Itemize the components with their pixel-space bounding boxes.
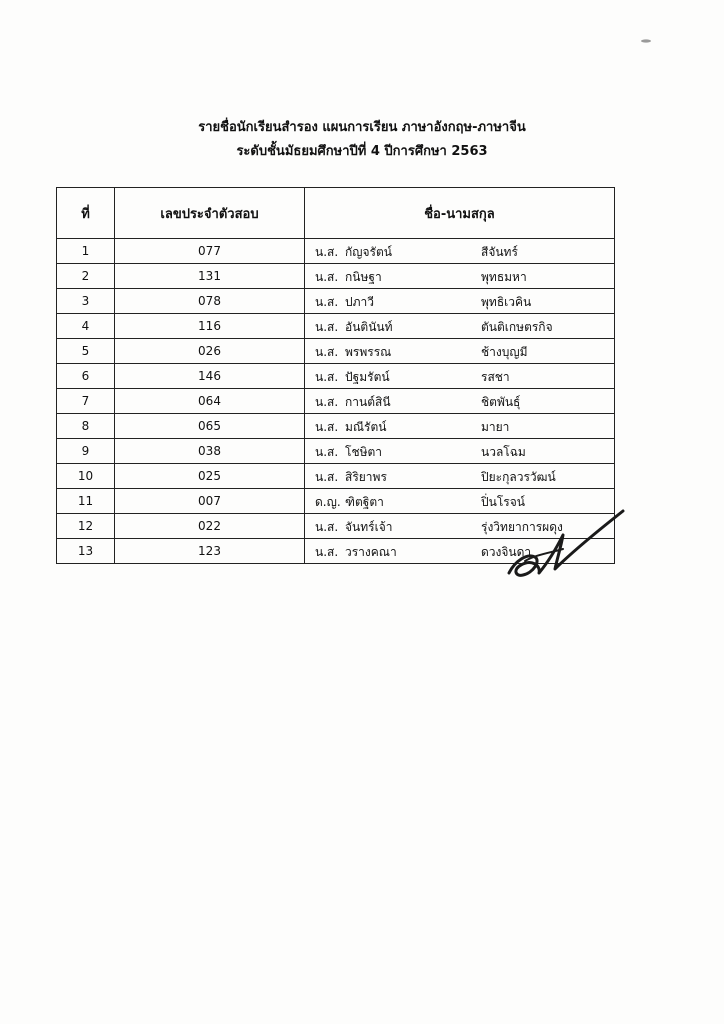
name-prefix: น.ส.	[315, 345, 339, 359]
surname: ดวงจินดา	[481, 545, 532, 559]
exam-id: 077	[115, 239, 305, 264]
surname: ปิยะกุลวรวัฒน์	[481, 470, 556, 484]
given-name: สิริยาพร	[345, 470, 387, 484]
exam-id: 065	[115, 414, 305, 439]
table-row	[57, 414, 615, 439]
given-name: มณีรัตน์	[345, 420, 387, 434]
row-number: 13	[57, 539, 115, 564]
surname: ช้างบุญมี	[481, 345, 528, 359]
name-prefix: น.ส.	[315, 420, 339, 434]
given-name: กัญจรัตน์	[345, 245, 392, 259]
table-row	[57, 239, 615, 264]
exam-id: 131	[115, 264, 305, 289]
name-prefix: น.ส.	[315, 470, 339, 484]
given-name: กานต์สินี	[345, 395, 391, 409]
exam-id: 007	[115, 489, 305, 514]
exam-id: 064	[115, 389, 305, 414]
scan-speck-icon	[640, 38, 652, 44]
table-row	[57, 339, 615, 364]
name-prefix: น.ส.	[315, 545, 339, 559]
exam-id: 146	[115, 364, 305, 389]
student-name	[305, 464, 615, 489]
surname: สีจันทร์	[481, 245, 518, 259]
name-prefix: น.ส.	[315, 245, 339, 259]
table-row	[57, 289, 615, 314]
handwritten-signature-icon	[505, 495, 627, 585]
row-number: 2	[57, 264, 115, 289]
exam-id: 078	[115, 289, 305, 314]
student-name	[305, 289, 615, 314]
name-prefix: น.ส.	[315, 320, 339, 334]
surname: ชิตพันธุ์	[481, 395, 521, 409]
exam-id: 022	[115, 514, 305, 539]
row-number: 8	[57, 414, 115, 439]
name-prefix: น.ส.	[315, 395, 339, 409]
student-name	[305, 239, 615, 264]
header-full-name: ชื่อ-นามสกุล	[305, 188, 615, 239]
given-name: โชษิตา	[345, 445, 383, 459]
surname: พุทธิเวคิน	[481, 295, 532, 309]
given-name: พรพรรณ	[345, 345, 392, 359]
exam-id: 038	[115, 439, 305, 464]
row-number: 3	[57, 289, 115, 314]
row-number: 4	[57, 314, 115, 339]
given-name: ปภาวี	[345, 295, 375, 309]
table-row	[57, 314, 615, 339]
exam-id: 025	[115, 464, 305, 489]
name-prefix: น.ส.	[315, 270, 339, 284]
header-exam-id: เลขประจำตัวสอบ	[115, 188, 305, 239]
surname: นวลโฉม	[481, 445, 526, 459]
student-name	[305, 414, 615, 439]
table-row	[57, 364, 615, 389]
row-number: 9	[57, 439, 115, 464]
given-name: กนิษฐา	[345, 270, 382, 284]
exam-id: 026	[115, 339, 305, 364]
heading-line-2: ระดับชั้นมัธยมศึกษาปีที่ 4 ปีการศึกษา 2563	[236, 144, 488, 159]
student-name	[305, 439, 615, 464]
exam-id: 123	[115, 539, 305, 564]
student-name	[305, 339, 615, 364]
given-name: จันทร์เจ้า	[345, 520, 393, 534]
heading-line-1: รายชื่อนักเรียนสำรอง แผนการเรียน ภาษาอังกฤษ-ภาษาจีน	[198, 120, 526, 135]
table-row	[57, 389, 615, 414]
student-name	[305, 314, 615, 339]
given-name: วรางคณา	[345, 545, 397, 559]
row-number: 6	[57, 364, 115, 389]
surname: มายา	[481, 420, 510, 434]
student-name	[305, 364, 615, 389]
surname: รสชา	[481, 370, 510, 384]
surname: พุทธมหา	[481, 270, 527, 284]
name-prefix: น.ส.	[315, 370, 339, 384]
exam-id: 116	[115, 314, 305, 339]
table-row	[57, 439, 615, 464]
name-prefix: น.ส.	[315, 520, 339, 534]
header-number: ที่	[57, 188, 115, 239]
given-name: ฑิตฐิตา	[345, 495, 384, 509]
surname: ปิ่นโรจน์	[481, 495, 525, 509]
table-header-row	[57, 188, 615, 239]
row-number: 12	[57, 514, 115, 539]
row-number: 10	[57, 464, 115, 489]
given-name: ปัฐมรัตน์	[345, 370, 390, 384]
name-prefix: ด.ญ.	[315, 495, 341, 509]
name-prefix: น.ส.	[315, 445, 339, 459]
name-prefix: น.ส.	[315, 295, 339, 309]
document-heading	[0, 116, 724, 164]
given-name: อันตินันท์	[345, 320, 393, 334]
student-name	[305, 264, 615, 289]
row-number: 11	[57, 489, 115, 514]
row-number: 5	[57, 339, 115, 364]
student-name	[305, 389, 615, 414]
surname: รุ่งวิทยาการผดุง	[481, 520, 563, 534]
surname: ตันติเกษตรกิจ	[481, 320, 553, 334]
row-number: 7	[57, 389, 115, 414]
table-row	[57, 264, 615, 289]
table-row	[57, 464, 615, 489]
row-number: 1	[57, 239, 115, 264]
